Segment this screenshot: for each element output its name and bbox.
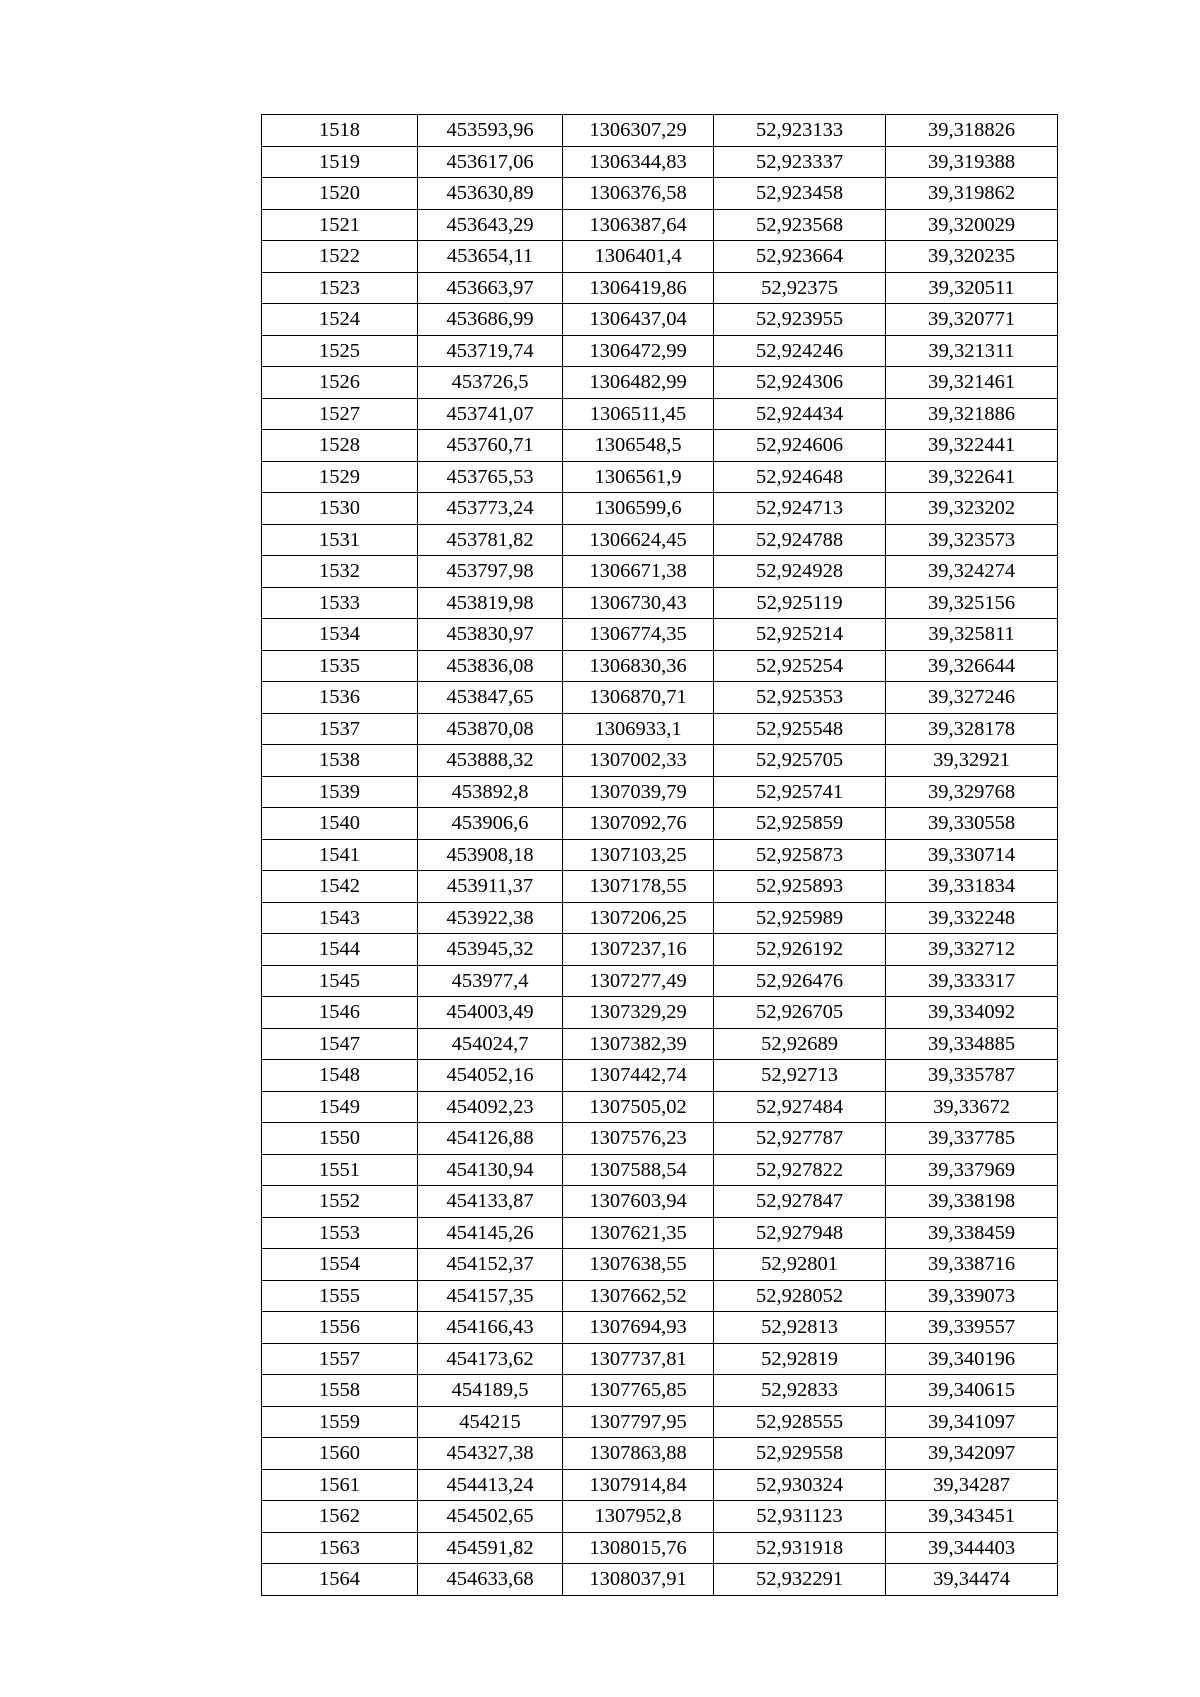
longitude-cell: 39,331834 [886,871,1058,903]
point-number-cell: 1544 [262,934,418,966]
x-coordinate-cell: 453760,71 [418,430,563,462]
longitude-cell: 39,340196 [886,1343,1058,1375]
x-coordinate-cell: 453686,99 [418,304,563,336]
longitude-cell: 39,34474 [886,1564,1058,1596]
table-row [262,1123,1058,1155]
point-number-cell: 1541 [262,839,418,871]
x-coordinate-cell: 453630,89 [418,178,563,210]
longitude-cell: 39,328178 [886,713,1058,745]
y-coordinate-cell: 1307952,8 [563,1501,714,1533]
point-number-cell: 1558 [262,1375,418,1407]
table-row [262,493,1058,525]
point-number-cell: 1538 [262,745,418,777]
x-coordinate-cell: 453888,32 [418,745,563,777]
x-coordinate-cell: 454591,82 [418,1532,563,1564]
longitude-cell: 39,319388 [886,146,1058,178]
x-coordinate-cell: 454152,37 [418,1249,563,1281]
latitude-cell: 52,925741 [714,776,886,808]
point-number-cell: 1520 [262,178,418,210]
longitude-cell: 39,320235 [886,241,1058,273]
longitude-cell: 39,323573 [886,524,1058,556]
longitude-cell: 39,332712 [886,934,1058,966]
y-coordinate-cell: 1306599,6 [563,493,714,525]
longitude-cell: 39,342097 [886,1438,1058,1470]
longitude-cell: 39,332248 [886,902,1058,934]
latitude-cell: 52,923955 [714,304,886,336]
x-coordinate-cell: 453726,5 [418,367,563,399]
y-coordinate-cell: 1307329,29 [563,997,714,1029]
point-number-cell: 1561 [262,1469,418,1501]
latitude-cell: 52,92375 [714,272,886,304]
point-number-cell: 1560 [262,1438,418,1470]
x-coordinate-cell: 454003,49 [418,997,563,1029]
latitude-cell: 52,932291 [714,1564,886,1596]
point-number-cell: 1545 [262,965,418,997]
y-coordinate-cell: 1306376,58 [563,178,714,210]
table-row [262,902,1058,934]
y-coordinate-cell: 1307863,88 [563,1438,714,1470]
table-row [262,1154,1058,1186]
x-coordinate-cell: 453819,98 [418,587,563,619]
latitude-cell: 52,929558 [714,1438,886,1470]
x-coordinate-cell: 453781,82 [418,524,563,556]
y-coordinate-cell: 1307576,23 [563,1123,714,1155]
longitude-cell: 39,326644 [886,650,1058,682]
x-coordinate-cell: 453922,38 [418,902,563,934]
table-row [262,871,1058,903]
latitude-cell: 52,92801 [714,1249,886,1281]
point-number-cell: 1548 [262,1060,418,1092]
longitude-cell: 39,320771 [886,304,1058,336]
longitude-cell: 39,322641 [886,461,1058,493]
y-coordinate-cell: 1307737,81 [563,1343,714,1375]
point-number-cell: 1553 [262,1217,418,1249]
x-coordinate-cell: 453870,08 [418,713,563,745]
table-row [262,1249,1058,1281]
point-number-cell: 1563 [262,1532,418,1564]
y-coordinate-cell: 1307797,95 [563,1406,714,1438]
latitude-cell: 52,925548 [714,713,886,745]
longitude-cell: 39,322441 [886,430,1058,462]
table-row [262,178,1058,210]
table-row [262,1469,1058,1501]
latitude-cell: 52,92833 [714,1375,886,1407]
longitude-cell: 39,344403 [886,1532,1058,1564]
y-coordinate-cell: 1307002,33 [563,745,714,777]
table-row [262,367,1058,399]
y-coordinate-cell: 1306437,04 [563,304,714,336]
y-coordinate-cell: 1306624,45 [563,524,714,556]
longitude-cell: 39,338198 [886,1186,1058,1218]
x-coordinate-cell: 453847,65 [418,682,563,714]
latitude-cell: 52,925873 [714,839,886,871]
y-coordinate-cell: 1307092,76 [563,808,714,840]
y-coordinate-cell: 1306774,35 [563,619,714,651]
table-row [262,745,1058,777]
y-coordinate-cell: 1306482,99 [563,367,714,399]
x-coordinate-cell: 454633,68 [418,1564,563,1596]
latitude-cell: 52,928555 [714,1406,886,1438]
longitude-cell: 39,327246 [886,682,1058,714]
x-coordinate-cell: 453892,8 [418,776,563,808]
longitude-cell: 39,321311 [886,335,1058,367]
latitude-cell: 52,925893 [714,871,886,903]
y-coordinate-cell: 1307914,84 [563,1469,714,1501]
x-coordinate-cell: 453765,53 [418,461,563,493]
latitude-cell: 52,925989 [714,902,886,934]
y-coordinate-cell: 1306344,83 [563,146,714,178]
table-row [262,682,1058,714]
latitude-cell: 52,923568 [714,209,886,241]
table-row [262,808,1058,840]
latitude-cell: 52,924434 [714,398,886,430]
x-coordinate-cell: 454166,43 [418,1312,563,1344]
point-number-cell: 1547 [262,1028,418,1060]
table-row [262,1028,1058,1060]
longitude-cell: 39,339073 [886,1280,1058,1312]
longitude-cell: 39,320029 [886,209,1058,241]
x-coordinate-cell: 454133,87 [418,1186,563,1218]
x-coordinate-cell: 453945,32 [418,934,563,966]
latitude-cell: 52,925119 [714,587,886,619]
latitude-cell: 52,924246 [714,335,886,367]
x-coordinate-cell: 454215 [418,1406,563,1438]
latitude-cell: 52,92819 [714,1343,886,1375]
y-coordinate-cell: 1306870,71 [563,682,714,714]
table-row [262,587,1058,619]
point-number-cell: 1543 [262,902,418,934]
longitude-cell: 39,321886 [886,398,1058,430]
longitude-cell: 39,330558 [886,808,1058,840]
y-coordinate-cell: 1307765,85 [563,1375,714,1407]
x-coordinate-cell: 454413,24 [418,1469,563,1501]
x-coordinate-cell: 453643,29 [418,209,563,241]
x-coordinate-cell: 453830,97 [418,619,563,651]
longitude-cell: 39,318826 [886,115,1058,147]
x-coordinate-cell: 454327,38 [418,1438,563,1470]
point-number-cell: 1540 [262,808,418,840]
x-coordinate-cell: 453836,08 [418,650,563,682]
point-number-cell: 1550 [262,1123,418,1155]
y-coordinate-cell: 1306671,38 [563,556,714,588]
longitude-cell: 39,338459 [886,1217,1058,1249]
table-row [262,335,1058,367]
latitude-cell: 52,927822 [714,1154,886,1186]
table-row [262,1532,1058,1564]
point-number-cell: 1556 [262,1312,418,1344]
point-number-cell: 1531 [262,524,418,556]
point-number-cell: 1535 [262,650,418,682]
longitude-cell: 39,325156 [886,587,1058,619]
latitude-cell: 52,926476 [714,965,886,997]
y-coordinate-cell: 1307178,55 [563,871,714,903]
x-coordinate-cell: 453654,11 [418,241,563,273]
x-coordinate-cell: 454092,23 [418,1091,563,1123]
x-coordinate-cell: 454189,5 [418,1375,563,1407]
longitude-cell: 39,343451 [886,1501,1058,1533]
longitude-cell: 39,334092 [886,997,1058,1029]
y-coordinate-cell: 1306472,99 [563,335,714,367]
point-number-cell: 1518 [262,115,418,147]
point-number-cell: 1552 [262,1186,418,1218]
point-number-cell: 1554 [262,1249,418,1281]
x-coordinate-cell: 453773,24 [418,493,563,525]
latitude-cell: 52,92813 [714,1312,886,1344]
coordinates-table-body [262,115,1058,1596]
table-row [262,241,1058,273]
latitude-cell: 52,925859 [714,808,886,840]
table-row [262,839,1058,871]
point-number-cell: 1536 [262,682,418,714]
table-row [262,997,1058,1029]
y-coordinate-cell: 1307382,39 [563,1028,714,1060]
y-coordinate-cell: 1307588,54 [563,1154,714,1186]
point-number-cell: 1562 [262,1501,418,1533]
table-row [262,1406,1058,1438]
point-number-cell: 1528 [262,430,418,462]
x-coordinate-cell: 454126,88 [418,1123,563,1155]
point-number-cell: 1537 [262,713,418,745]
y-coordinate-cell: 1306419,86 [563,272,714,304]
y-coordinate-cell: 1307621,35 [563,1217,714,1249]
table-row [262,713,1058,745]
point-number-cell: 1530 [262,493,418,525]
coordinates-table [261,114,1058,1596]
longitude-cell: 39,329768 [886,776,1058,808]
table-row [262,461,1058,493]
longitude-cell: 39,333317 [886,965,1058,997]
point-number-cell: 1527 [262,398,418,430]
latitude-cell: 52,924713 [714,493,886,525]
longitude-cell: 39,324274 [886,556,1058,588]
y-coordinate-cell: 1306387,64 [563,209,714,241]
longitude-cell: 39,323202 [886,493,1058,525]
point-number-cell: 1524 [262,304,418,336]
longitude-cell: 39,341097 [886,1406,1058,1438]
y-coordinate-cell: 1306830,36 [563,650,714,682]
point-number-cell: 1557 [262,1343,418,1375]
table-row [262,115,1058,147]
x-coordinate-cell: 453908,18 [418,839,563,871]
latitude-cell: 52,931918 [714,1532,886,1564]
y-coordinate-cell: 1306730,43 [563,587,714,619]
table-row [262,1343,1058,1375]
longitude-cell: 39,339557 [886,1312,1058,1344]
point-number-cell: 1551 [262,1154,418,1186]
y-coordinate-cell: 1307206,25 [563,902,714,934]
table-row [262,1564,1058,1596]
point-number-cell: 1542 [262,871,418,903]
x-coordinate-cell: 454052,16 [418,1060,563,1092]
point-number-cell: 1532 [262,556,418,588]
y-coordinate-cell: 1308037,91 [563,1564,714,1596]
y-coordinate-cell: 1306307,29 [563,115,714,147]
y-coordinate-cell: 1306561,9 [563,461,714,493]
y-coordinate-cell: 1307662,52 [563,1280,714,1312]
x-coordinate-cell: 453741,07 [418,398,563,430]
latitude-cell: 52,927847 [714,1186,886,1218]
y-coordinate-cell: 1307039,79 [563,776,714,808]
longitude-cell: 39,319862 [886,178,1058,210]
latitude-cell: 52,924928 [714,556,886,588]
latitude-cell: 52,92713 [714,1060,886,1092]
point-number-cell: 1529 [262,461,418,493]
y-coordinate-cell: 1307603,94 [563,1186,714,1218]
x-coordinate-cell: 454502,65 [418,1501,563,1533]
latitude-cell: 52,923337 [714,146,886,178]
point-number-cell: 1521 [262,209,418,241]
x-coordinate-cell: 454130,94 [418,1154,563,1186]
table-row [262,209,1058,241]
x-coordinate-cell: 454157,35 [418,1280,563,1312]
latitude-cell: 52,92689 [714,1028,886,1060]
table-row [262,619,1058,651]
x-coordinate-cell: 454173,62 [418,1343,563,1375]
latitude-cell: 52,923458 [714,178,886,210]
latitude-cell: 52,925254 [714,650,886,682]
point-number-cell: 1523 [262,272,418,304]
table-row [262,304,1058,336]
longitude-cell: 39,334885 [886,1028,1058,1060]
x-coordinate-cell: 454024,7 [418,1028,563,1060]
y-coordinate-cell: 1307103,25 [563,839,714,871]
x-coordinate-cell: 453906,6 [418,808,563,840]
point-number-cell: 1522 [262,241,418,273]
point-number-cell: 1559 [262,1406,418,1438]
table-row [262,650,1058,682]
y-coordinate-cell: 1308015,76 [563,1532,714,1564]
table-row [262,146,1058,178]
longitude-cell: 39,337969 [886,1154,1058,1186]
point-number-cell: 1546 [262,997,418,1029]
latitude-cell: 52,923133 [714,115,886,147]
x-coordinate-cell: 453663,97 [418,272,563,304]
latitude-cell: 52,927787 [714,1123,886,1155]
longitude-cell: 39,321461 [886,367,1058,399]
latitude-cell: 52,925353 [714,682,886,714]
y-coordinate-cell: 1306401,4 [563,241,714,273]
table-row [262,524,1058,556]
latitude-cell: 52,924788 [714,524,886,556]
table-row [262,965,1058,997]
y-coordinate-cell: 1306511,45 [563,398,714,430]
latitude-cell: 52,925214 [714,619,886,651]
point-number-cell: 1525 [262,335,418,367]
longitude-cell: 39,34287 [886,1469,1058,1501]
table-row [262,1091,1058,1123]
latitude-cell: 52,931123 [714,1501,886,1533]
table-row [262,556,1058,588]
latitude-cell: 52,925705 [714,745,886,777]
y-coordinate-cell: 1307638,55 [563,1249,714,1281]
latitude-cell: 52,923664 [714,241,886,273]
latitude-cell: 52,924306 [714,367,886,399]
table-row [262,1280,1058,1312]
longitude-cell: 39,330714 [886,839,1058,871]
longitude-cell: 39,320511 [886,272,1058,304]
latitude-cell: 52,927484 [714,1091,886,1123]
latitude-cell: 52,924648 [714,461,886,493]
latitude-cell: 52,926192 [714,934,886,966]
latitude-cell: 52,930324 [714,1469,886,1501]
table-row [262,430,1058,462]
table-row [262,1186,1058,1218]
table-row [262,776,1058,808]
y-coordinate-cell: 1306548,5 [563,430,714,462]
x-coordinate-cell: 453977,4 [418,965,563,997]
table-row [262,1501,1058,1533]
latitude-cell: 52,926705 [714,997,886,1029]
y-coordinate-cell: 1307237,16 [563,934,714,966]
longitude-cell: 39,340615 [886,1375,1058,1407]
longitude-cell: 39,335787 [886,1060,1058,1092]
latitude-cell: 52,927948 [714,1217,886,1249]
longitude-cell: 39,33672 [886,1091,1058,1123]
y-coordinate-cell: 1307442,74 [563,1060,714,1092]
table-row [262,1217,1058,1249]
table-row [262,1312,1058,1344]
x-coordinate-cell: 453797,98 [418,556,563,588]
point-number-cell: 1534 [262,619,418,651]
point-number-cell: 1533 [262,587,418,619]
y-coordinate-cell: 1307277,49 [563,965,714,997]
table-row [262,934,1058,966]
point-number-cell: 1555 [262,1280,418,1312]
table-row [262,272,1058,304]
point-number-cell: 1564 [262,1564,418,1596]
x-coordinate-cell: 453911,37 [418,871,563,903]
latitude-cell: 52,928052 [714,1280,886,1312]
point-number-cell: 1519 [262,146,418,178]
longitude-cell: 39,338716 [886,1249,1058,1281]
y-coordinate-cell: 1306933,1 [563,713,714,745]
y-coordinate-cell: 1307505,02 [563,1091,714,1123]
y-coordinate-cell: 1307694,93 [563,1312,714,1344]
longitude-cell: 39,325811 [886,619,1058,651]
x-coordinate-cell: 453593,96 [418,115,563,147]
point-number-cell: 1526 [262,367,418,399]
x-coordinate-cell: 453719,74 [418,335,563,367]
latitude-cell: 52,924606 [714,430,886,462]
point-number-cell: 1549 [262,1091,418,1123]
table-row [262,1375,1058,1407]
x-coordinate-cell: 453617,06 [418,146,563,178]
longitude-cell: 39,337785 [886,1123,1058,1155]
table-row [262,398,1058,430]
table-row [262,1060,1058,1092]
longitude-cell: 39,32921 [886,745,1058,777]
point-number-cell: 1539 [262,776,418,808]
table-row [262,1438,1058,1470]
x-coordinate-cell: 454145,26 [418,1217,563,1249]
